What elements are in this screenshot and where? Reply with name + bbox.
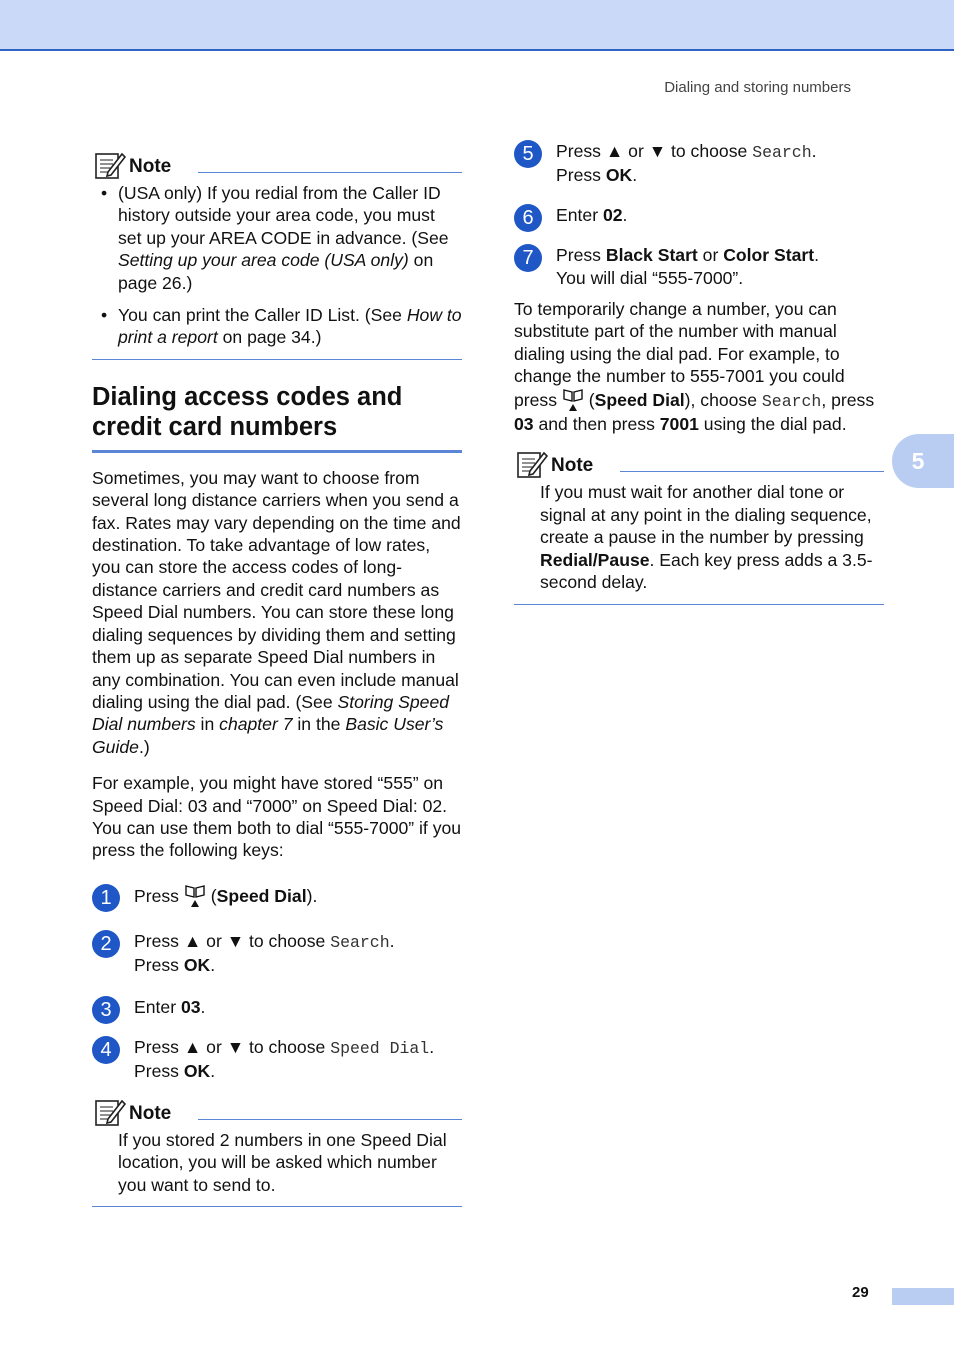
step-5: 5 Press ▲ or ▼ to choose Search. Press OK. — [514, 140, 884, 187]
note-title: Note — [551, 455, 594, 477]
note-rule — [198, 1119, 462, 1120]
step-number: 1 — [92, 884, 120, 912]
section-heading: Dialing access codes and credit card numbers — [92, 382, 462, 453]
note-box — [92, 1097, 462, 1207]
speed-dial-book-icon — [185, 884, 205, 908]
note-title: Note — [129, 156, 172, 177]
note-pencil-icon — [94, 150, 126, 180]
note-rule — [198, 172, 462, 173]
note-text: If you stored 2 numbers in one Speed Dial location, you will be asked which number you want to send to. — [118, 1129, 447, 1195]
step-2: 2 Press ▲ or ▼ to choose Search. Press OK. — [92, 930, 462, 977]
step-3: 3 Enter 03. — [92, 996, 462, 1018]
body-paragraph: To temporarily change a number, you can substitute part of the number with manual dialing using the dial pad. For example, to change the number to 555-7001 you could press (Speed Dial), choose Search, press 03 and then press 7001 using the dial pad. — [514, 299, 875, 435]
page-number: 29 — [852, 1284, 869, 1301]
left-column — [92, 150, 462, 1207]
body-paragraph: Sometimes, you may want to choose from several long distance carriers when you send a fax. Rates may vary depending on the time and destination. To take advantage of low rates, you can store the access codes of long-distance carriers and credit card numbers as Speed Dial numbers. You can store these long dialing sequences by dividing them and setting them up as separate Speed Dial numbers in any combination. You can even include manual dialing using the dial pad. (See Storing Speed Dial numbers in chapter 7 in the Basic User’s Guide.) — [92, 467, 461, 757]
page-bar — [892, 1288, 954, 1305]
step-4: 4 Press ▲ or ▼ to choose Speed Dial. Press OK. — [92, 1036, 462, 1083]
note-text: If you must wait for another dial tone or signal at any point in the dialing sequence, create a pause in the number by pressing Redial/Pause. Each key press adds a 3.5-second delay. — [540, 482, 873, 593]
step-number: 6 — [514, 204, 542, 232]
note-box — [514, 449, 884, 604]
step-number: 3 — [92, 996, 120, 1024]
note-title: Note — [129, 1102, 172, 1124]
step-1: 1 Press (Speed Dial). — [92, 884, 462, 908]
note-pencil-icon — [94, 1097, 126, 1127]
step-number: 2 — [92, 930, 120, 958]
step-number: 7 — [514, 244, 542, 272]
body-paragraph: For example, you might have stored “555” on Speed Dial: 03 and “7000” on Speed Dial: 02. You can use them both to dial “555-7000” if you press the following keys: — [92, 773, 462, 861]
step-number: 4 — [92, 1036, 120, 1064]
note-bullet: • (USA only) If you redial from the Caller ID history outside your area code, you must set up your AREA CODE in advance. (See Setting up your area code (USA only) on page 26.) — [101, 183, 449, 293]
top-band — [0, 0, 954, 51]
note-pencil-icon — [516, 449, 548, 479]
right-column — [514, 140, 884, 605]
speed-dial-book-icon — [563, 388, 583, 412]
step-6: 6 Enter 02. — [514, 204, 884, 226]
note-bullet: • You can print the Caller ID List. (See How to print a report on page 34.) — [101, 305, 462, 348]
note-box — [92, 150, 462, 360]
step-7: 7 Press Black Start or Color Start. You will dial “555-7000”. — [514, 244, 884, 289]
chapter-tab: 5 — [892, 434, 954, 488]
running-head: Dialing and storing numbers — [664, 79, 851, 96]
step-number: 5 — [514, 140, 542, 168]
note-rule — [620, 471, 884, 472]
